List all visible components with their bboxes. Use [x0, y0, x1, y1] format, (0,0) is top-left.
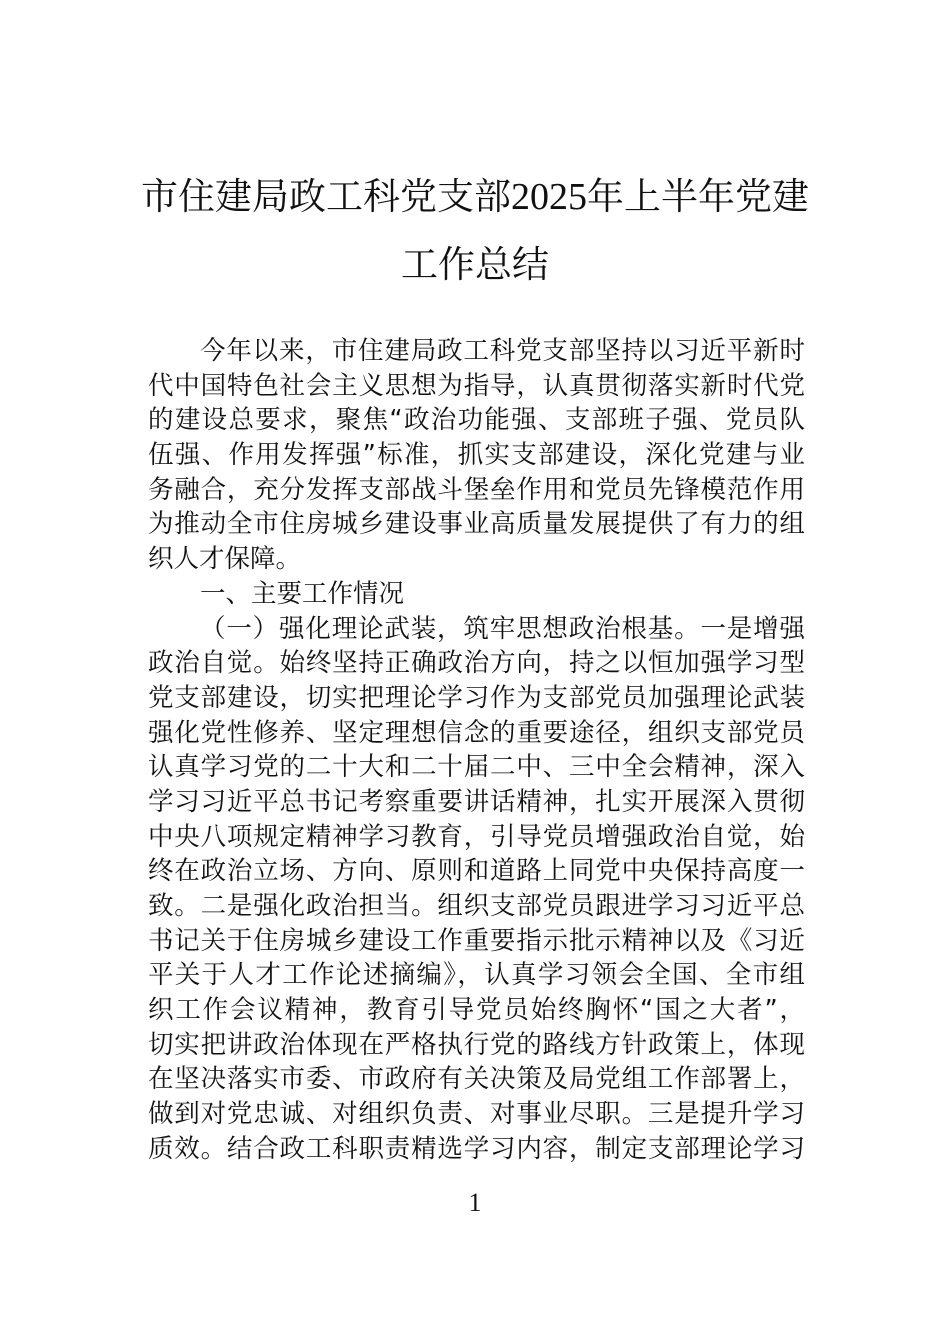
body-line: 织工作会议精神，教育引导党员始终胸怀“国之大者”，	[148, 995, 805, 1026]
title-text: 市住建局政工科党支部	[141, 175, 511, 218]
title-text: 年上半年党建	[587, 175, 809, 218]
body-line: 做到对党忠诚、对组织负责、对事业尽职。三是提升学习	[148, 1099, 805, 1130]
body-line: 为推动全市住房城乡建设事业高质量发展提供了有力的组	[148, 509, 805, 540]
body-line: 认真学习党的二十大和二十届二中、三中全会精神，深入	[148, 752, 805, 783]
title-year: 2025	[511, 176, 587, 218]
body-line: 终在政治立场、方向、原则和道路上同党中央保持高度一	[148, 856, 805, 887]
body-line: 学习习近平总书记考察重要讲话精神，扎实开展深入贯彻	[148, 786, 805, 817]
body-line: 织人才保障。	[148, 544, 302, 575]
page-number: 1	[468, 1188, 482, 1217]
body-line: 强化党性修养、坚定理想信念的重要途径，组织支部党员	[148, 717, 805, 748]
section-heading: 一、主要工作情况	[200, 578, 405, 609]
body-line: 切实把讲政治体现在严格执行党的路线方针政策上，体现	[148, 1029, 805, 1060]
body-line: 质效。结合政工科职责精选学习内容，制定支部理论学习	[148, 1133, 805, 1164]
body-line: 今年以来，市住建局政工科党支部坚持以习近平新时	[200, 336, 805, 366]
document-body	[148, 334, 805, 1167]
subsection-line: （一）强化理论武装，筑牢思想政治根基。一是增强	[200, 613, 805, 644]
body-line: 务融合，充分发挥支部战斗堡垒作用和党员先锋模范作用	[148, 474, 805, 505]
body-line: 代中国特色社会主义思想为指导，认真贯彻落实新时代党	[148, 370, 805, 401]
document-title-line-2: 工作总结	[401, 243, 549, 286]
body-line: 致。二是强化政治担当。组织支部党员跟进学习习近平总	[148, 891, 805, 921]
body-line: 书记关于住房城乡建设工作重要指示批示精神以及《习近	[148, 925, 805, 956]
body-line: 党支部建设，切实把理论学习作为支部党员加强理论武装	[148, 682, 805, 713]
body-line: 中央八项规定精神学习教育，引导党员增强政治自觉，始	[148, 821, 805, 852]
document-title-line-1	[0, 175, 950, 219]
body-line: 的建设总要求，聚焦“政治功能强、支部班子强、党员队	[148, 405, 805, 436]
body-line: 政治自觉。始终坚持正确政治方向，持之以恒加强学习型	[148, 648, 805, 679]
body-line: 伍强、作用发挥强”标准，抓实支部建设，深化党建与业	[148, 440, 805, 471]
body-line: 在坚决落实市委、市政府有关决策及局党组工作部署上，	[148, 1064, 805, 1095]
body-line: 平关于人才工作论述摘编》，认真学习领会全国、全市组	[148, 960, 805, 991]
